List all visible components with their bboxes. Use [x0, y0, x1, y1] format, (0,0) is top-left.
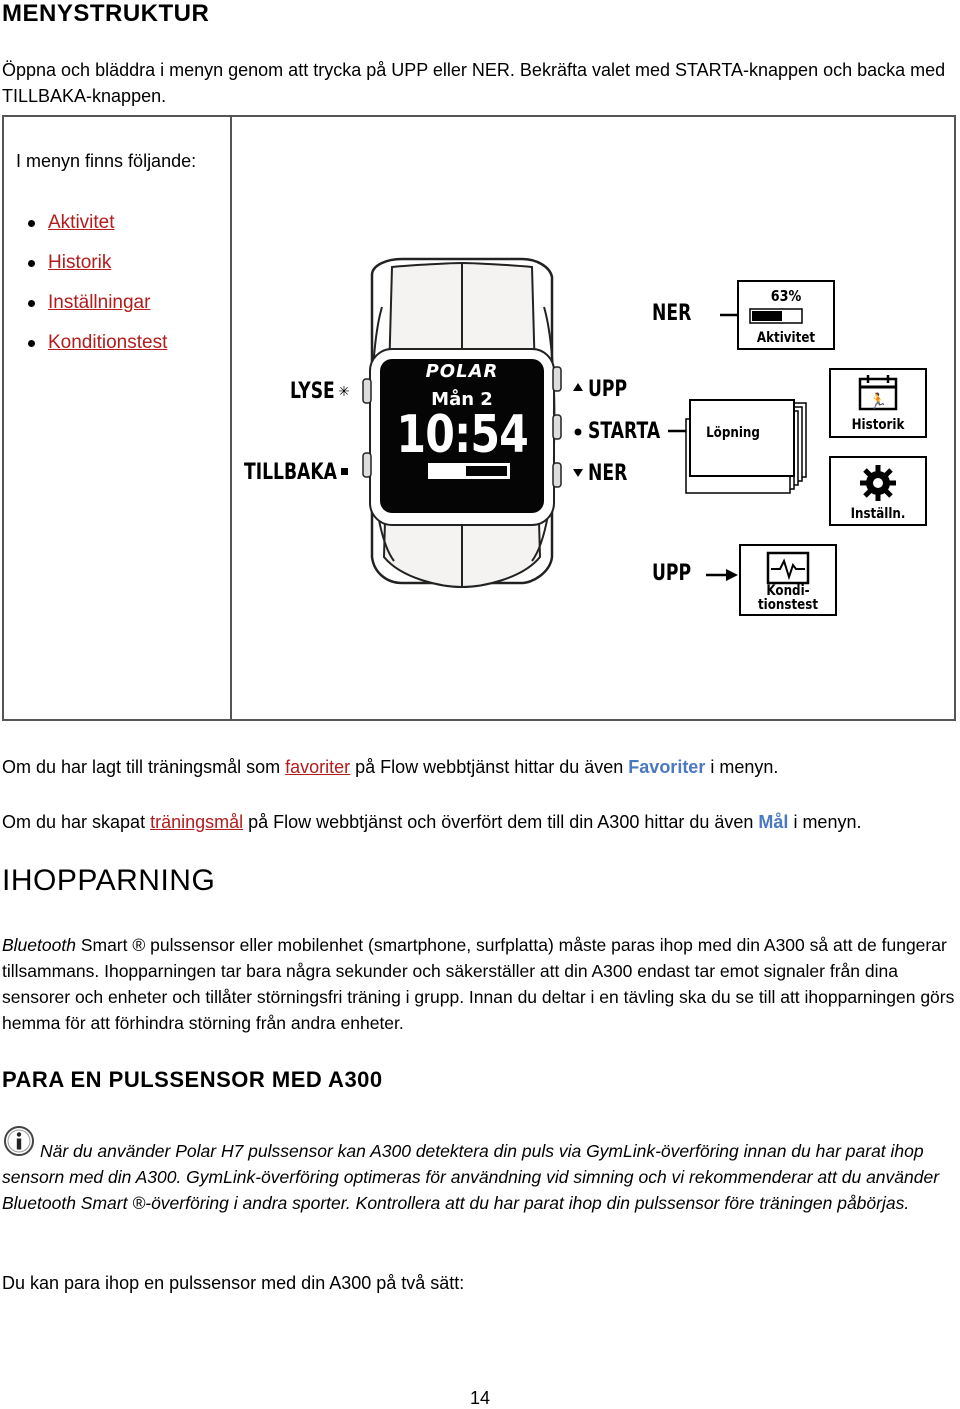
link-traningsmal[interactable]: träningsmål [150, 812, 244, 832]
menu-item-konditionstest[interactable] [48, 323, 167, 363]
link-mal-menu[interactable]: Mål [758, 812, 789, 832]
fitness-label-line1: Kondi- [766, 583, 810, 599]
svg-text:✳: ✳ [338, 384, 350, 400]
run-label: Löpning [706, 425, 760, 441]
link-installningar[interactable]: Inställningar [48, 292, 151, 313]
heading-ihopparning: IHOPPARNING [2, 864, 216, 897]
runner-icon: 🏃 [868, 392, 888, 410]
sensor-note: När du använder Polar H7 pulssensor kan A300 detektera din puls via GymLink-överföring innan du har parat ihop sensorn med din A300. GymLink-överföring optimeras för användning vid simning och vi rekommenderar att du använder Bluetooth Smart ®-överföring i andra sporter. Kontrollera att du har parat ihop din pulssensor före träningen påbörjas. [2, 1141, 940, 1213]
menu-list-cell [3, 116, 231, 720]
menu-item-historik[interactable] [48, 243, 167, 283]
label-lyse: LYSE [290, 379, 335, 404]
label-upp-bottom: UPP [652, 561, 692, 586]
watch-time: 10:54 [396, 405, 529, 465]
text-segment: på Flow webbtjänst hittar du även [350, 757, 629, 777]
link-konditionstest[interactable]: Konditionstest [48, 332, 168, 353]
label-ner-top: NER [652, 301, 692, 326]
link-aktivitet[interactable]: Aktivitet [48, 212, 115, 233]
page-number: 14 [469, 1388, 491, 1408]
fitness-label-line2: tionstest [757, 597, 819, 613]
sensor-paragraph: Du kan para ihop en pulssensor med din A300 på två sätt: [2, 1273, 465, 1293]
activity-percent: 63% [770, 287, 802, 305]
menu-item-aktivitet[interactable] [48, 203, 167, 243]
watch-day: Mån 2 [431, 389, 493, 410]
menu-diagram-cell [231, 116, 955, 720]
label-upp: UPP [588, 377, 628, 402]
menu-item-installningar[interactable] [48, 283, 167, 323]
menu-item-list [28, 203, 167, 363]
settings-label: Inställn. [850, 506, 906, 522]
menu-table-intro: I menyn finns följande: [16, 151, 197, 171]
history-label: Historik [851, 417, 905, 433]
text-segment: Om du har skapat [2, 812, 151, 832]
activity-label: Aktivitet [756, 330, 816, 346]
heading-menystruktur: MENYSTRUKTUR [2, 0, 210, 27]
activity-progress-fill [752, 311, 782, 321]
heading-para-pulssensor: PARA EN PULSSENSOR MED A300 [2, 1067, 383, 1092]
text-segment: i menyn. [705, 757, 779, 777]
text-segment: Om du har lagt till träningsmål som [2, 757, 286, 777]
pairing-paragraph [2, 932, 956, 1036]
watch-brand: POLAR [425, 361, 499, 382]
favorites-paragraph [2, 754, 952, 780]
menu-table [2, 115, 956, 721]
text-segment: Smart ® pulssensor eller mobilenhet (smartphone, surfplatta) måste paras ihop med din A300 så att de fungerar tillsammans. Ihopparningen tar bara några sekunder och säkerställer att din A300 endast tar emot signaler från dina sensorer och enheter och tillåter störningsfri träning i grupp. Innan du deltar i en tävling ska du se till att ihopparningen görs hemma för att förhindra störning från andra enheter. [2, 935, 955, 1033]
label-ner: NER [588, 461, 628, 486]
text-segment: i menyn. [788, 812, 862, 832]
link-favoriter[interactable]: favoriter [285, 757, 351, 777]
text-segment: på Flow webbtjänst och överfört dem till din A300 hittar du även [243, 812, 759, 832]
link-favoriter-menu[interactable]: Favoriter [628, 757, 706, 777]
text-bluetooth: Bluetooth [2, 935, 76, 955]
label-tillbaka: TILLBAKA [244, 460, 337, 485]
goals-paragraph [2, 809, 952, 835]
label-starta: STARTA [588, 419, 661, 444]
link-historik[interactable]: Historik [48, 252, 112, 273]
menu-intro-paragraph: Öppna och bläddra i menyn genom att trycka på UPP eller NER. Bekräfta valet med STARTA-knappen och backa med TILLBAKA-knappen. [2, 60, 946, 106]
